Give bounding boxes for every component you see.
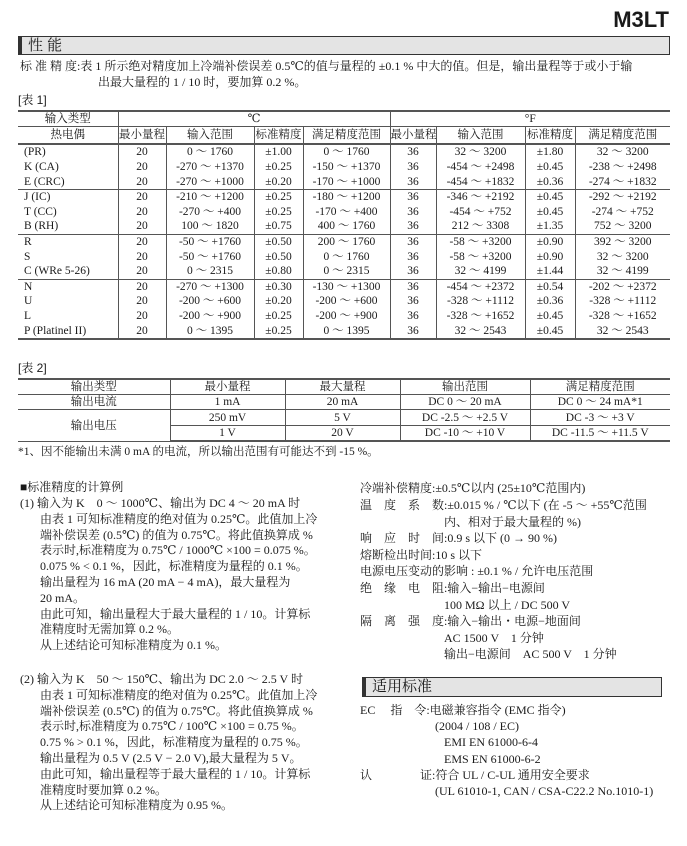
- table-row: [18, 410, 670, 426]
- cell: 输出电流: [18, 394, 170, 410]
- table-row: [18, 160, 670, 175]
- text-line: 隔 离 强 度:输入−输出・电源−地面间: [360, 614, 581, 629]
- model-title: M3LT: [613, 7, 669, 32]
- cell: 20 V: [285, 425, 400, 441]
- thermocouple-type: S: [24, 250, 31, 263]
- cell: 0 ～ 2315: [303, 264, 390, 279]
- cell: 20: [118, 264, 166, 279]
- cell: -58 ～ +3200: [436, 234, 525, 249]
- text-line: 从上述结论可知标准精度为 0.1 %。: [40, 638, 227, 653]
- cell: 32 ～ 2543: [436, 323, 525, 339]
- cell: -270 ～ +400: [166, 205, 254, 220]
- cell: 20: [118, 279, 166, 294]
- text-line: (2004 / 108 / EC): [360, 719, 519, 734]
- text-line: EMS EN 61000-6-2: [360, 751, 541, 766]
- table-row: [18, 294, 670, 309]
- cell: -454 ～ +2372: [436, 279, 525, 294]
- cell: ±0.36: [525, 294, 575, 309]
- cell: DC -10 ～ +10 V: [400, 425, 530, 441]
- calc-column: [18, 480, 352, 814]
- cell: -270 ～ +1000: [166, 174, 254, 189]
- table-row: [18, 219, 670, 234]
- cell: -274 ～ +752: [575, 205, 670, 220]
- cell: -200 ～ +600: [303, 294, 390, 309]
- cell: -150 ～ +1370: [303, 160, 390, 175]
- cell: ±0.30: [254, 279, 303, 294]
- thermocouple-type: L: [24, 310, 32, 323]
- section-performance: 性 能: [18, 36, 670, 55]
- cell: -50 ～ +1760: [166, 249, 254, 264]
- cell: 32 ～ 3200: [436, 144, 525, 160]
- text-line: AC 1500 V 1 分钟: [360, 630, 544, 645]
- cell: 212 ～ 3308: [436, 219, 525, 234]
- cell: 20: [118, 234, 166, 249]
- cell: -202 ～ +2372: [575, 279, 670, 294]
- cell: 392 ～ 3200: [575, 234, 670, 249]
- cell: -454 ～ +752: [436, 205, 525, 220]
- cell: -328 ～ +1652: [575, 309, 670, 324]
- subheader: 标准精度: [254, 127, 303, 145]
- table-row: [18, 309, 670, 324]
- text-line: 熔断检出时间:10 s 以下: [360, 547, 483, 562]
- thermocouple-type: T (CC): [24, 205, 57, 218]
- cell: ±0.90: [525, 234, 575, 249]
- cell: 36: [390, 264, 436, 279]
- cell: 0 ～ 1395: [303, 323, 390, 339]
- thermocouple-type: J (IC): [24, 191, 51, 204]
- accuracy-text-2: 出最大量程的 1 / 10 时，要加算 0.2 %。: [98, 74, 307, 89]
- cell: -238 ～ +2498: [575, 160, 670, 175]
- cell: ±1.44: [525, 264, 575, 279]
- cell: -130 ～ +1300: [303, 279, 390, 294]
- text-line: (UL 61010-1, CAN / CSA-C22.2 No.1010-1): [360, 783, 654, 798]
- cell: 输出电压: [18, 410, 170, 442]
- cell: -328 ～ +1112: [575, 294, 670, 309]
- text-line: 输出量程为 0.5 V (2.5 V − 2.0 V),最大量程为 5 V。: [40, 750, 302, 765]
- cell: 752 ～ 3200: [575, 219, 670, 234]
- cell: 20: [118, 219, 166, 234]
- subheader: 输入范围: [166, 127, 254, 145]
- cell: DC 0 ～ 24 mA*1: [530, 394, 670, 410]
- header-input-type: 输入类型: [18, 111, 118, 127]
- table-row: [18, 249, 670, 264]
- cell: 20: [118, 174, 166, 189]
- table-2: [18, 378, 670, 443]
- t2-header: 最小量程: [170, 379, 285, 395]
- cell: -200 ～ +900: [303, 309, 390, 324]
- cell: 200 ～ 1760: [303, 234, 390, 249]
- cell: -346 ～ +2192: [436, 189, 525, 204]
- text-line: (2) 输入为 K 50 ～ 150℃、输出为 DC 2.0 ～ 2.5 V 时: [20, 671, 303, 686]
- cell: DC -2.5 ～ +2.5 V: [400, 410, 530, 426]
- cell: 20: [118, 144, 166, 160]
- t2-header: 输出范围: [400, 379, 530, 395]
- cell: -210 ～ +1200: [166, 189, 254, 204]
- cell: DC 0 ～ 20 mA: [400, 394, 530, 410]
- cell: ±0.54: [525, 279, 575, 294]
- cell: ±0.80: [254, 264, 303, 279]
- standards-list: [360, 702, 670, 799]
- cell: -328 ～ +1112: [436, 294, 525, 309]
- cell: -270 ～ +1370: [166, 160, 254, 175]
- text-line: 端补偿误差 (0.5℃) 的值为 0.75℃。将此值换算成 %: [40, 703, 313, 718]
- cell: 32 ～ 3200: [575, 249, 670, 264]
- cell: ±0.20: [254, 294, 303, 309]
- text-line: 输出−电源间 AC 500 V 1 分钟: [360, 647, 617, 662]
- t2-header: 最大量程: [285, 379, 400, 395]
- text-line: 认 证:符合 UL / C-UL 通用安全要求: [360, 767, 590, 782]
- text-line: 端补偿误差 (0.5℃) 的值为 0.75℃。将此值换算成 %: [40, 527, 313, 542]
- table-row: [18, 205, 670, 220]
- cell: ±1.35: [525, 219, 575, 234]
- calc-example-2: [20, 672, 352, 814]
- table2-footnote: *1、因不能输出未满 0 mA 的电流，所以输出范围有可能达不到 -15 %。: [18, 446, 379, 459]
- table-row: [18, 264, 670, 279]
- calc-title: ■标准精度的计算例: [20, 480, 124, 495]
- cell: 36: [390, 189, 436, 204]
- table-row: [18, 234, 670, 249]
- text-line: 准精度时要加算 0.2 %。: [40, 782, 167, 797]
- text-line: 20 mA。: [40, 590, 86, 605]
- subheader: 最小量程: [118, 127, 166, 145]
- text-line: 表示时,标准精度为 0.75℃ / 100℃ ×100 = 0.75 %。: [40, 719, 304, 734]
- cell: 1 V: [170, 425, 285, 441]
- thermocouple-type: C (WRe 5-26): [18, 264, 118, 279]
- cell: -180 ～ +1200: [303, 189, 390, 204]
- cell: ±0.45: [525, 323, 575, 339]
- cell: 5 V: [285, 410, 400, 426]
- subheader: 输入范围: [436, 127, 525, 145]
- cell: 0 ～ 1760: [303, 144, 390, 160]
- thermocouple-type: E (CRC): [18, 174, 118, 189]
- text-line: 100 MΩ 以上 / DC 500 V: [360, 597, 571, 612]
- cell: -50 ～ +1760: [166, 234, 254, 249]
- cell: 36: [390, 144, 436, 160]
- cell: 36: [390, 279, 436, 294]
- thermocouple-type: U: [24, 295, 33, 308]
- table-row: [18, 279, 670, 294]
- cell: 20: [118, 309, 166, 324]
- subheader: 最小量程: [390, 127, 436, 145]
- text-line: 绝 缘 电 阻:输入−输出−电源间: [360, 580, 545, 595]
- cell: ±0.45: [525, 160, 575, 175]
- cell: ±0.45: [525, 205, 575, 220]
- cell: -200 ～ +600: [166, 294, 254, 309]
- header-celsius: ℃: [118, 111, 390, 127]
- subheader: 标准精度: [525, 127, 575, 145]
- cell: ±0.50: [254, 249, 303, 264]
- cell: -328 ～ +1652: [436, 309, 525, 324]
- cell: DC -11.5 ～ +11.5 V: [530, 425, 670, 441]
- text-line: 从上述结论可知标准精度为 0.95 %。: [40, 798, 233, 813]
- cell: 36: [390, 249, 436, 264]
- cell: 36: [390, 219, 436, 234]
- table-row: [18, 174, 670, 189]
- cell: -200 ～ +900: [166, 309, 254, 324]
- cell: 36: [390, 294, 436, 309]
- header-fahrenheit: °F: [390, 111, 670, 127]
- cell: -454 ～ +2498: [436, 160, 525, 175]
- text-line: 准精度时无需加算 0.2 %。: [40, 622, 179, 637]
- cell: 1 mA: [170, 394, 285, 410]
- t2-header: 输出类型: [18, 379, 170, 395]
- cell: 32 ～ 2543: [575, 323, 670, 339]
- cell: 36: [390, 323, 436, 339]
- cell: 0 ～ 2315: [166, 264, 254, 279]
- cell: 32 ～ 4199: [575, 264, 670, 279]
- text-line: EMI EN 61000-6-4: [360, 735, 538, 750]
- spec-column: [360, 480, 670, 814]
- cell: 0 ～ 1395: [166, 323, 254, 339]
- text-line: 由此可知，输出量程大于最大量程的 1 / 10。计算标: [40, 606, 311, 621]
- cell: -170 ～ +1000: [303, 174, 390, 189]
- table-row: [18, 189, 670, 204]
- cell: ±0.45: [525, 189, 575, 204]
- text-line: (1) 输入为 K 0 ～ 1000℃、输出为 DC 4 ～ 20 mA 时: [20, 496, 301, 510]
- text-line: 温 度 系 数:±0.015 % / ℃以下 (在 -5 ～ +55℃范围: [360, 498, 647, 512]
- cell: ±0.50: [254, 234, 303, 249]
- text-line: 电源电压变动的影响 : ±0.1 % / 允许电压范围: [360, 564, 594, 579]
- cell: -454 ～ +1832: [436, 174, 525, 189]
- text-line: 由此可知，输出量程等于最大量程的 1 / 10。计算标: [40, 766, 311, 781]
- cell: 32 ～ 3200: [575, 144, 670, 160]
- header-thermocouple: 热电偶: [18, 127, 118, 145]
- cell: ±0.25: [254, 309, 303, 324]
- subheader: 满足精度范围: [575, 127, 670, 145]
- text-line: 表示时,标准精度为 0.75℃ / 1000℃ ×100 = 0.075 %。: [40, 543, 316, 558]
- cell: ±0.36: [525, 174, 575, 189]
- thermocouple-type: P (Platinel II): [18, 323, 118, 339]
- cell: 20: [118, 323, 166, 339]
- text-line: 由表 1 可知标准精度的绝对值为 0.25℃。此值加上冷: [40, 511, 318, 526]
- subheader: 满足精度范围: [303, 127, 390, 145]
- cell: 0 ～ 1760: [166, 144, 254, 160]
- cell: -292 ～ +2192: [575, 189, 670, 204]
- cell: 20: [118, 160, 166, 175]
- cell: 20: [118, 294, 166, 309]
- cell: 36: [390, 234, 436, 249]
- calc-example-1: [20, 496, 352, 654]
- accuracy-text-1: 标 准 精 度:表 1 所示绝对精度加上冷端补偿误差 0.5℃的值与量程的 ±0.1 % 中大的值。但是，输出量程等于或小于输: [20, 59, 633, 73]
- cell: 100 ～ 1820: [166, 219, 254, 234]
- text-line: 由表 1 可知标准精度的绝对值为 0.25℃。此值加上冷: [40, 687, 318, 702]
- cell: 250 mV: [170, 410, 285, 426]
- cell: -274 ～ +1832: [575, 174, 670, 189]
- thermocouple-type: R: [24, 236, 32, 249]
- text-line: EC 指 令:电磁兼容指令 (EMC 指令): [360, 702, 566, 717]
- cell: 20 mA: [285, 394, 400, 410]
- text-line: 冷端补偿精度:±0.5℃以内 (25±10℃范围内): [360, 481, 586, 496]
- cell: 36: [390, 205, 436, 220]
- cell: -58 ～ +3200: [436, 249, 525, 264]
- text-line: 0.075 % < 0.1 %，因此，标准精度为量程的 0.1 %。: [40, 559, 308, 574]
- cell: ±0.25: [254, 205, 303, 220]
- cell: -170 ～ +400: [303, 205, 390, 220]
- section-standards: 适用标准: [362, 677, 662, 697]
- cell: 20: [118, 249, 166, 264]
- cell: ±0.75: [254, 219, 303, 234]
- cell: ±1.00: [254, 144, 303, 160]
- cell: ±1.80: [525, 144, 575, 160]
- table-row: [18, 394, 670, 410]
- thermocouple-type: K (CA): [24, 161, 59, 174]
- cell: 36: [390, 160, 436, 175]
- table-1: [18, 110, 670, 340]
- spec-list: [360, 480, 670, 663]
- cell: 20: [118, 205, 166, 220]
- text-line: 响 应 时 间:0.9 s 以下 (0 → 90 %): [360, 531, 557, 546]
- thermocouple-type: (PR): [24, 146, 46, 159]
- cell: 0 ～ 1760: [303, 249, 390, 264]
- table-row: [18, 323, 670, 339]
- cell: ±0.25: [254, 160, 303, 175]
- cell: -270 ～ +1300: [166, 279, 254, 294]
- thermocouple-type: B (RH): [18, 219, 118, 234]
- text-line: 0.75 % > 0.1 %，因此，标准精度为量程的 0.75 %。: [40, 735, 308, 750]
- two-column-section: [18, 480, 670, 814]
- cell: 32 ～ 4199: [436, 264, 525, 279]
- table-row: [18, 144, 670, 160]
- cell: ±0.25: [254, 189, 303, 204]
- cell: ±0.45: [525, 309, 575, 324]
- text-line: 输出量程为 16 mA (20 mA − 4 mA)，最大量程为: [40, 574, 291, 589]
- cell: DC -3 ～ +3 V: [530, 410, 670, 426]
- cell: 400 ～ 1760: [303, 219, 390, 234]
- cell: 20: [118, 189, 166, 204]
- cell: ±0.90: [525, 249, 575, 264]
- cell: ±0.25: [254, 323, 303, 339]
- text-line: 内、相对于最大量程的 %): [360, 514, 581, 529]
- thermocouple-type: N: [24, 280, 33, 293]
- cell: 36: [390, 174, 436, 189]
- cell: 36: [390, 309, 436, 324]
- t2-header: 满足精度范围: [530, 379, 670, 395]
- table1-label: [表 1]: [18, 93, 47, 108]
- cell: ±0.20: [254, 174, 303, 189]
- table-1-wrapper: [18, 110, 670, 340]
- table2-label: [表 2]: [18, 360, 47, 375]
